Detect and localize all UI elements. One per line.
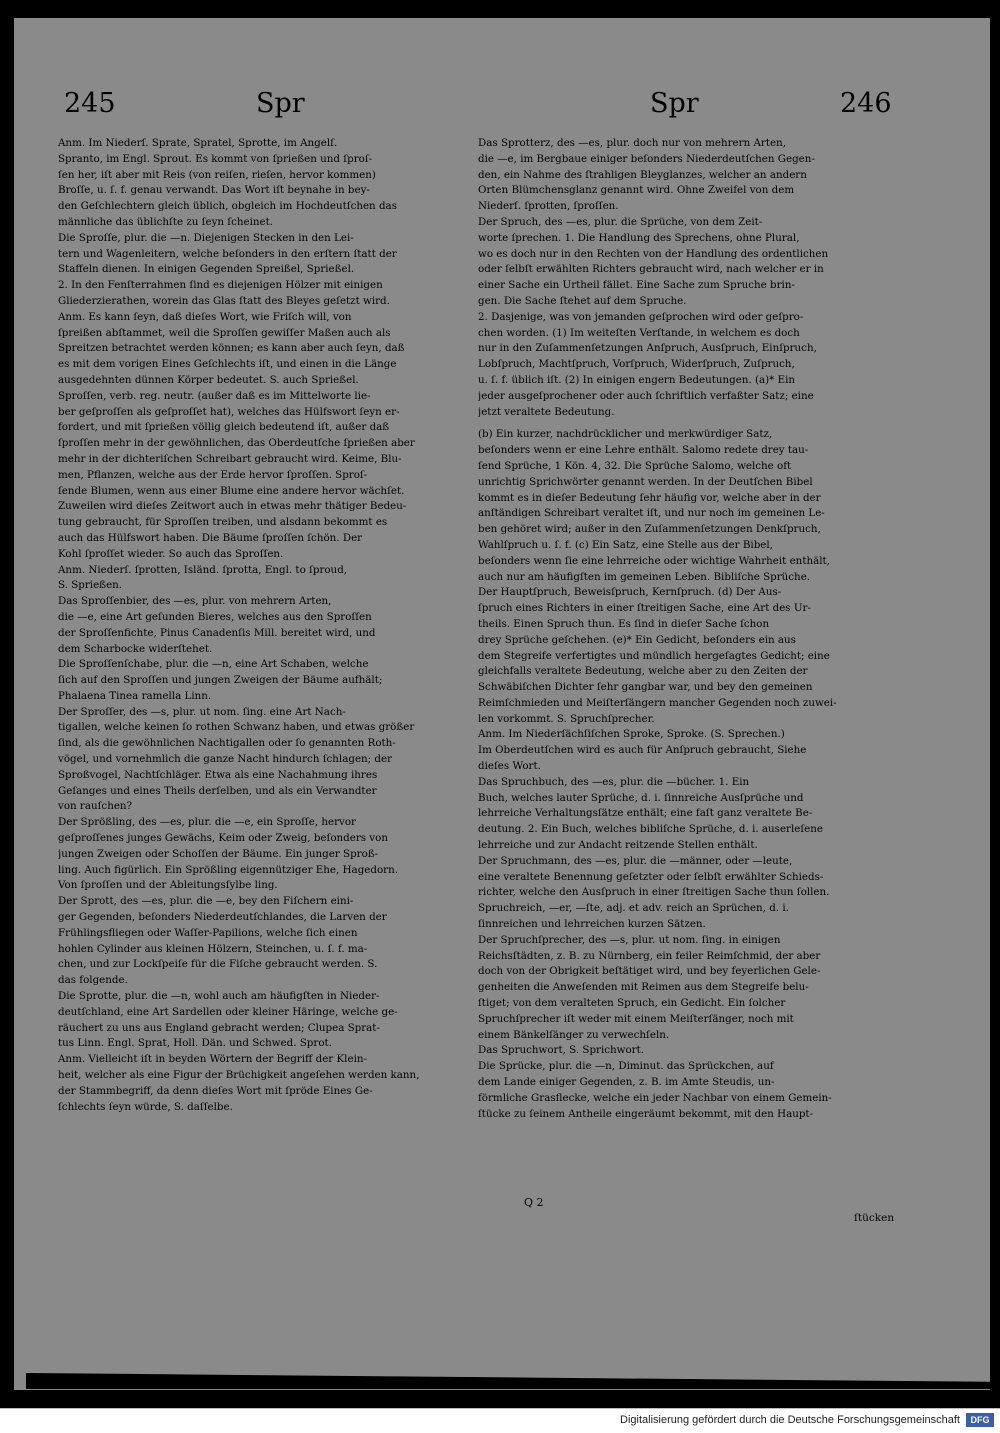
text-line: ſpruch eines Richters in einer ſtreitigen Sache, eine Art des Ur- <box>478 602 811 615</box>
text-line: Anm. Vielleicht iſt in beyden Wörtern der Begriff der Klein- <box>58 1053 367 1066</box>
text-line: Gliederzierathen, worein das Glas ſtatt des Bleyes geſetzt wird. <box>58 294 390 307</box>
text-line: u. ſ. f. üblich iſt. (2) In einigen engern Bedeutungen. (a)* Ein <box>478 373 796 386</box>
text-line: 2. Dasjenige, was von jemanden geſprochen wird oder geſpro- <box>478 310 804 323</box>
text-line: auch das Hülfswort haben. Die Bäume ſproſſen ſchön. Der <box>58 531 363 544</box>
text-line: dieſes Wort. <box>478 760 541 773</box>
text-line: der Sproſſenfichte, Pinus Canadenſis Mill. bereitet wird, und <box>58 626 376 639</box>
text-line: beſonders wenn er eine Lehre enthält. Salomo redete drey tau- <box>478 444 809 457</box>
text-line: (b) Ein kurzer, nachdrücklicher und merkwürdiger Satz, <box>478 428 773 441</box>
text-line: jetzt veraltete Bedeutung. <box>478 405 615 418</box>
text-line: Phalaena Tinea ramella Linn. <box>58 689 212 702</box>
text-line: Schwäbiſchen Dichter ſehr gangbar war, und bey den gemeinen <box>478 681 813 694</box>
text-line: Der Spruch, des —es, plur. die Sprüche, von dem Zeit- <box>478 215 763 228</box>
text-line: fordert, und mit ſprießen völlig gleich bedeutend iſt, außer daß <box>58 421 390 434</box>
text-line: nur in den Zuſammenſetzungen Anſpruch, Ausſpruch, Einſpruch, <box>478 342 817 355</box>
text-line: Geſanges und eines Theils derſelben, und als ein Verwandter <box>58 784 377 797</box>
text-line: Anm. Im Niederſächſiſchen Sproke, Sproke. (S. Sprechen.) <box>478 728 785 741</box>
text-line: Der Sprott, des —es, plur. die —e, bey den Fiſchern eini- <box>58 895 354 908</box>
text-line: Sproſſen, verb. reg. neutr. (außer daß es im Mittelworte lie- <box>58 389 371 402</box>
text-line: geſproſſenes junges Gewächs, Keim oder Zweig, beſonders von <box>58 832 388 845</box>
page-number-right: 246 <box>840 88 892 119</box>
text-line: ſen her, iſt aber mit Reis (von reiſen, rieſen, hervor kommen) <box>58 168 376 181</box>
text-line: Von ſproſſen und der Ableitungsſylbe ling. <box>58 879 278 892</box>
text-line: einem Bänkelſänger zu verwechſeln. <box>478 1028 670 1041</box>
text-line: Die Sprotte, plur. die —n, wohl auch am häufigſten in Nieder- <box>58 990 380 1003</box>
running-head-left: Spr <box>256 88 305 119</box>
right-text-column <box>478 136 903 1122</box>
text-line: Spranto, im Engl. Sprout. Es kommt von ſprießen und ſproſ- <box>58 152 373 165</box>
text-line: tigallen, welche keinen ſo rothen Schwanz haben, und etwas größer <box>58 721 415 734</box>
text-line: ſind, als die gewöhnlichen Nachtigallen oder ſo genannten Roth- <box>58 737 396 750</box>
text-line: beſonders wenn ſie eine lehrreiche oder wichtige Wahrheit enthält, <box>478 554 830 567</box>
text-line: ſinnreichen und lehrreichen kurzen Sätzen. <box>478 918 706 931</box>
text-line: unrichtig Sprichwörter genannt werden. In der Deutſchen Bibel <box>478 475 813 488</box>
text-line: den Geſchlechtern gleich üblich, obgleich im Hochdeutſchen das <box>58 200 397 213</box>
catchword: ſtücken <box>854 1212 895 1224</box>
text-line: Das Sproſſenbier, des —es, plur. von mehrern Arten, <box>58 595 332 608</box>
text-line: Niederſ. ſprotten, ſproſſen. <box>478 200 619 213</box>
text-line: ger Gegenden, beſonders Niederdeutſchlandes, die Larven der <box>58 911 387 924</box>
text-line: tus Linn. Engl. Sprat, Holl. Dän. und Schwed. Sprot. <box>58 1037 332 1050</box>
text-line: von rauſchen? <box>58 800 133 813</box>
text-line: Frühlingsfliegen oder Waſſer-Papilions, welche ſich einen <box>58 926 358 939</box>
text-line: deutſchland, eine Art Sardellen oder kleiner Häringe, welche ge- <box>58 1005 398 1018</box>
text-line: die —e, im Bergbaue einiger beſonders Niederdeutſchen Gegen- <box>478 152 815 165</box>
text-line: Wahlſpruch u. ſ. f. (c) Ein Satz, eine Stelle aus der Bibel, <box>478 538 773 551</box>
text-line: Der Hauptſpruch, Beweisſpruch, Kernſpruch. (d) Der Aus- <box>478 586 782 599</box>
text-line: Staffeln dienen. In einigen Gegenden Spreißel, Sprießel. <box>58 263 355 276</box>
left-text-column <box>58 136 483 1115</box>
text-line: Das Sprotterz, des —es, plur. doch nur von mehrern Arten, <box>478 137 786 149</box>
text-line: anſtändigen Schreibart veraltet iſt, und nur noch im gemeinen Le- <box>478 507 825 520</box>
text-line: mehr in der dichteriſchen Schreibart gebraucht wird. Keime, Blu- <box>58 452 402 465</box>
text-line: das folgende. <box>58 974 128 987</box>
text-line: ſende Blumen, wenn aus einer Blume eine andere hervor wächſet. <box>58 484 405 497</box>
text-line: drey Sprüche geſchehen. (e)* Ein Gedicht, beſonders ein aus <box>478 633 796 646</box>
text-line: ausgedehnten dünnen Körper bedeutet. S. auch Sprießel. <box>58 373 359 386</box>
text-line: hohlen Cylinder aus kleinen Hölzern, Steinchen, u. ſ. f. ma- <box>58 942 368 955</box>
text-line: lehrreiche und zur Andacht reitzende Stellen enthält. <box>478 839 758 852</box>
text-line: gleichfalls veraltete Bedeutung, welche aber zu den Zeiten der <box>478 665 808 678</box>
text-line: einer Sache ein Urtheil fället. Eine Sache zum Spruche brin- <box>478 279 795 292</box>
text-line: gen. Die Sache ſtehet auf dem Spruche. <box>478 294 687 307</box>
text-line: oder ſelbſt erwählten Richters gebraucht wird, nach welcher er in <box>478 263 824 276</box>
text-line: kommt es in dieſer Bedeutung ſehr häufig vor, welche aber in der <box>478 491 821 504</box>
text-line: Das Spruchbuch, des —es, plur. die —bücher. 1. Ein <box>478 775 750 788</box>
text-line: deutung. 2. Ein Buch, welches bibliſche Sprüche, d. i. auserleſene <box>478 823 824 836</box>
text-line: die —e, eine Art geſunden Bieres, welches aus den Sproſſen <box>58 610 372 623</box>
scan-edge-shadow <box>26 1373 990 1389</box>
text-line: Zuweilen wird dieſes Zeitwort auch in etwas mehr thätiger Bedeu- <box>58 500 407 513</box>
text-line: dem Scharbocke widerſtehet. <box>58 642 213 655</box>
text-line: Reimſchmieden und Meiſterſängern mancher Gegenden noch zuwei- <box>478 696 837 709</box>
text-line: Buch, welches lauter Sprüche, d. i. ſinnreiche Ausſprüche und <box>478 791 804 804</box>
text-line: worte ſprechen. 1. Die Handlung des Sprechens, ohne Plural, <box>478 231 800 244</box>
text-line: Anm. Niederſ. ſprotten, Isländ. ſprotta, Engl. to ſproud, <box>58 563 348 576</box>
text-line: Die Sproſſe, plur. die —n. Diejenigen Stecken in den Lei- <box>58 231 354 244</box>
text-line: den, ein Nahme des ſtrahligen Bleyglanzes, welcher an andern <box>478 168 807 181</box>
text-line: Broſſe, u. ſ. f. genau verwandt. Das Wort iſt beynahe in bey- <box>58 184 370 197</box>
text-line: jeder ausgeſprochener oder auch ſchriftlich verfaßter Satz; eine <box>478 389 814 402</box>
page-number-left: 245 <box>64 88 116 119</box>
text-line: tung gebraucht, für Sproſſen treiben, und alsdann bekommt es <box>58 516 388 529</box>
funding-credit: Digitalisierung gefördert durch die Deutsche Forschungsgemeinschaft <box>620 1414 960 1426</box>
text-line: Anm. Im Niederſ. Sprate, Spratel, Sprotte, im Angelſ. <box>58 137 338 149</box>
text-line: dem Lande einiger Gegenden, z. B. im Amte Steudis, un- <box>478 1076 775 1089</box>
text-line: Spreitzen betrachtet werden können; es kann aber auch ſeyn, daß <box>58 342 405 355</box>
text-line: heit, welcher als eine Figur der Brüchigkeit angeſehen werden kann, <box>58 1069 420 1082</box>
text-line: Der Spruchmann, des —es, plur. die —männer, oder —leute, <box>478 854 793 867</box>
text-line: len vorkommt. S. Spruchſprecher. <box>478 712 655 725</box>
running-head-right: Spr <box>650 88 699 119</box>
text-line: 2. In den Fenſterrahmen ſind es diejenigen Hölzer mit einigen <box>58 279 383 292</box>
text-line: vögel, und vornehmlich die ganze Nacht hindurch ſchlagen; der <box>58 753 393 766</box>
text-line: richter, welche den Ausſpruch in einer ſtreitigen Sache thun ſollen. <box>478 886 830 899</box>
text-line: Kohl ſproſſet wieder. So auch das Sproſſen. <box>58 547 284 560</box>
signature-mark: Q 2 <box>524 1196 544 1209</box>
text-line: jungen Zweigen oder Schoſſen der Bäume. Ein junger Sproß- <box>58 847 379 860</box>
text-line: lehrreiche Verhaltungsſätze enthält; eine faſt ganz veraltete Be- <box>478 807 813 820</box>
text-line: Die Sprücke, plur. die —n, Diminut. das Sprückchen, auf <box>478 1060 774 1073</box>
text-line: Spruchſprecher iſt weder mit einem Meiſterſänger, noch mit <box>478 1012 794 1025</box>
text-line: tern und Wagenleitern, welche beſonders in den erſtern ſtatt der <box>58 247 397 260</box>
text-line: der Stammbegriff, da denn dieſes Wort mit ſpröde Eines Ge- <box>58 1084 373 1097</box>
text-line: ſpreißen abſtammet, weil die Sproſſen gewiſſer Maßen auch als <box>58 326 391 339</box>
text-line: ben gehöret wird; außer in den Zuſammenſetzungen Denkſpruch, <box>478 523 821 536</box>
text-line: chen worden. (1) Im weiteſten Verſtande, in welchem es doch <box>478 326 800 339</box>
text-line: Anm. Es kann ſeyn, daß dieſes Wort, wie Friſch will, von <box>58 310 352 323</box>
text-line: ſtiget; von dem veralteten Spruch, ein Gedicht. Ein ſolcher <box>478 997 786 1010</box>
text-line: Die Sproſſenſchabe, plur. die —n, eine Art Schaben, welche <box>58 658 369 671</box>
text-line: auch nur am häufigſten im gemeinen Leben. Bibliſche Sprüche. <box>478 570 811 583</box>
text-line: Der Spruchſprecher, des —s, plur. ut nom. ſing. in einigen <box>478 933 781 946</box>
dfg-logo: DFG <box>966 1413 994 1427</box>
text-line: männliche das üblichſte zu ſeyn ſcheinet. <box>58 215 274 228</box>
text-line: theils. Einen Spruch thun. Es ſind in dieſer Sache ſchon <box>478 617 770 630</box>
text-line: Orten Blümchensglanz genannt wird. Ohne Zweifel von dem <box>478 184 795 197</box>
text-line: Im Oberdeutſchen wird es auch für Anſpruch gebraucht, Siehe <box>478 744 807 757</box>
text-line: men, Pflanzen, welche aus der Erde hervor ſproſſen. Sproſ- <box>58 468 368 481</box>
text-line: dem Stegreife verfertigtes und mündlich hergeſagtes Gedicht; eine <box>478 649 830 662</box>
text-line: förmliche Grasflecke, welche ein jeder Nachbar von einem Gemein- <box>478 1091 832 1104</box>
text-line: S. Sprießen. <box>58 579 123 592</box>
text-line: ſend Sprüche, 1 Kön. 4, 32. Die Sprüche Salomo, welche oft <box>478 459 792 472</box>
text-line: es mit dem vorigen Eines Geſchlechts iſt, und einen in die Länge <box>58 358 397 371</box>
text-line: ſchlechts ſeyn würde, S. daſſelbe. <box>58 1100 233 1113</box>
text-line: räuchert zu uns aus England gebracht werden; Clupea Sprat- <box>58 1021 380 1034</box>
book-page <box>14 18 990 1390</box>
text-line: Sproßvogel, Nachtſchläger. Etwa als eine Nachahmung ihres <box>58 768 378 781</box>
text-line: ſich auf den Sproſſen und jungen Zweigen der Bäume aufhält; <box>58 674 383 687</box>
text-line: ſproſſen mehr in der gewöhnlichen, das Oberdeutſche ſprießen aber <box>58 437 415 450</box>
text-line: doch von der Obrigkeit beſtätiget wird, und bey feyerlichen Gele- <box>478 965 821 978</box>
text-line: Lobſpruch, Machtſpruch, Vorſpruch, Widerſpruch, Zuſpruch, <box>478 358 795 371</box>
text-line: Spruchreich, —er, —ſte, adj. et adv. reich an Sprüchen, d. i. <box>478 902 789 915</box>
text-line: ling. Auch figürlich. Ein Sprößling eigennütziger Ehe, Hagedorn. <box>58 863 398 876</box>
text-line: Der Sproſſer, des —s, plur. ut nom. ſing. eine Art Nach- <box>58 705 346 718</box>
text-line: Der Sprößling, des —es, plur. die —e, ein Sproſſe, hervor <box>58 816 356 829</box>
text-line: wo es doch nur in den Rechten von der Handlung des ordentlichen <box>478 247 829 260</box>
text-line: Das Spruchwort, S. Sprichwort. <box>478 1044 645 1057</box>
text-line: chen, und zur Lockſpeiſe für die Fiſche gebraucht werden. S. <box>58 958 378 971</box>
footer-strip <box>0 1408 1000 1433</box>
text-line: ſtücke zu ſeinem Antheile eingeräumt bekommt, mit den Haupt- <box>478 1107 814 1120</box>
text-line: genheiten die Anweſenden mit Reimen aus dem Stegreife belu- <box>478 981 809 994</box>
text-line: eine veraltete Benennung geſetzter oder ſelbſt erwählter Schieds- <box>478 870 824 883</box>
text-line: Reichsſtädten, z. B. zu Nürnberg, ein feiler Reimſchmid, der aber <box>478 949 821 962</box>
text-line: ber geſproſſen als geſproſſet hat), welches das Hülfswort ſeyn er- <box>58 405 400 418</box>
